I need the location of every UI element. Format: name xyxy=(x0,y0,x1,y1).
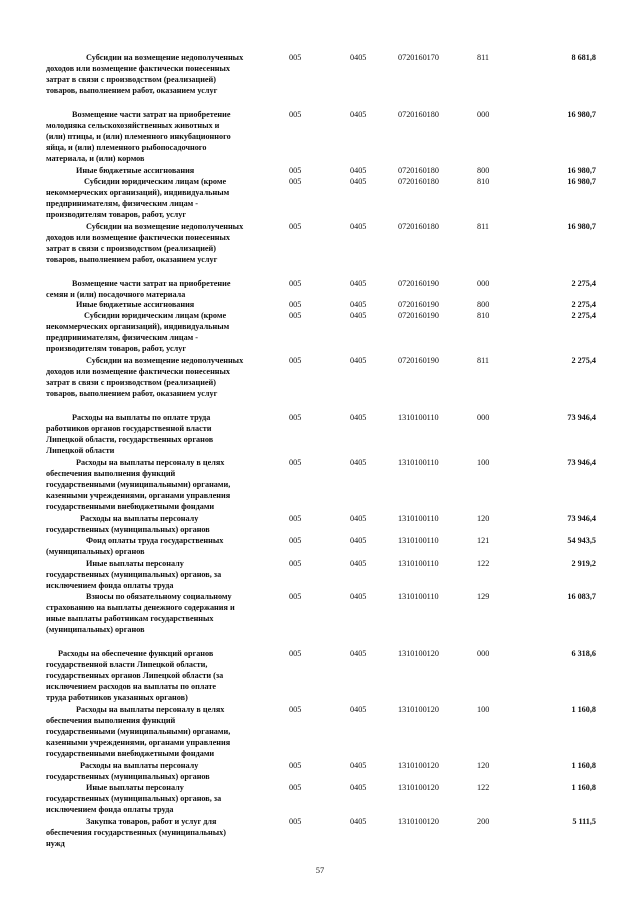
target-article-code: 1310100110 xyxy=(398,536,439,545)
target-article-code: 0720160190 xyxy=(398,356,439,365)
target-article-code: 1310100120 xyxy=(398,649,439,658)
section-code: 0405 xyxy=(350,311,367,320)
grbs-code: 005 xyxy=(289,458,302,467)
target-article-code: 0720160180 xyxy=(398,166,439,175)
amount: 2 275,4 xyxy=(571,300,596,309)
amount: 16 083,7 xyxy=(567,592,596,601)
grbs-code: 005 xyxy=(289,300,302,309)
target-article-code: 0720160190 xyxy=(398,300,439,309)
expense-type-code: 100 xyxy=(477,458,490,467)
section-code: 0405 xyxy=(350,458,367,467)
section-code: 0405 xyxy=(350,783,367,792)
target-article-code: 1310100110 xyxy=(398,458,439,467)
section-code: 0405 xyxy=(350,177,367,186)
amount: 6 318,6 xyxy=(571,649,596,658)
target-article-code: 1310100110 xyxy=(398,592,439,601)
grbs-code: 005 xyxy=(289,222,302,231)
expense-name: Фонд оплаты труда государственных (муниципальных) органов xyxy=(46,536,224,556)
amount: 2 919,2 xyxy=(571,559,596,568)
expense-name: Возмещение части затрат на приобретение семян и (или) посадочного материала xyxy=(46,279,231,299)
target-article-code: 1310100110 xyxy=(398,514,439,523)
section-code: 0405 xyxy=(350,300,367,309)
section-code: 0405 xyxy=(350,53,367,62)
expense-type-code: 120 xyxy=(477,514,490,523)
grbs-code: 005 xyxy=(289,356,302,365)
target-article-code: 0720160190 xyxy=(398,311,439,320)
amount: 1 160,8 xyxy=(571,761,596,770)
amount: 73 946,4 xyxy=(567,458,596,467)
target-article-code: 0720160170 xyxy=(398,53,439,62)
section-code: 0405 xyxy=(350,817,367,826)
target-article-code: 1310100110 xyxy=(398,559,439,568)
amount: 16 980,7 xyxy=(567,222,596,231)
section-code: 0405 xyxy=(350,536,367,545)
expense-type-code: 000 xyxy=(477,649,490,658)
expense-name: Иные бюджетные ассигнования xyxy=(76,166,195,175)
grbs-code: 005 xyxy=(289,413,302,422)
expense-name: Расходы на выплаты персоналу государственных (муниципальных) органов xyxy=(46,514,210,534)
amount: 54 943,5 xyxy=(567,536,596,545)
amount: 73 946,4 xyxy=(567,413,596,422)
grbs-code: 005 xyxy=(289,536,302,545)
section-code: 0405 xyxy=(350,413,367,422)
grbs-code: 005 xyxy=(289,53,302,62)
expense-type-code: 122 xyxy=(477,783,490,792)
amount: 1 160,8 xyxy=(571,783,596,792)
expense-name: Расходы на выплаты персоналу государственных (муниципальных) органов xyxy=(46,761,210,781)
section-code: 0405 xyxy=(350,110,367,119)
expense-type-code: 129 xyxy=(477,592,490,601)
expense-type-code: 810 xyxy=(477,177,490,186)
expense-type-code: 000 xyxy=(477,413,490,422)
expense-type-code: 800 xyxy=(477,166,490,175)
expense-type-code: 800 xyxy=(477,300,490,309)
expense-type-code: 120 xyxy=(477,761,490,770)
grbs-code: 005 xyxy=(289,177,302,186)
expense-type-code: 122 xyxy=(477,559,490,568)
section-code: 0405 xyxy=(350,592,367,601)
expense-name: Взносы по обязательному социальному страхованию на выплаты денежного содержания и иные выплаты работникам государственных (муниципальных) органов xyxy=(46,592,235,634)
amount: 5 111,5 xyxy=(572,817,596,826)
expense-type-code: 200 xyxy=(477,817,490,826)
target-article-code: 0720160190 xyxy=(398,279,439,288)
section-code: 0405 xyxy=(350,761,367,770)
amount: 2 275,4 xyxy=(571,311,596,320)
amount: 16 980,7 xyxy=(567,166,596,175)
grbs-code: 005 xyxy=(289,279,302,288)
grbs-code: 005 xyxy=(289,559,302,568)
expense-type-code: 810 xyxy=(477,311,490,320)
amount: 8 681,8 xyxy=(571,53,596,62)
section-code: 0405 xyxy=(350,705,367,714)
grbs-code: 005 xyxy=(289,761,302,770)
section-code: 0405 xyxy=(350,559,367,568)
expense-name: Иные бюджетные ассигнования xyxy=(76,300,195,309)
expense-name: Субсидии на возмещение недополученных доходов или возмещение фактически понесенных затрат в связи с производством (реализацией) товаров, выполнением работ, оказанием услуг xyxy=(46,222,244,264)
expense-name: Расходы на выплаты по оплате труда работников органов государственной власти Липецкой области, государственных органов Липецкой области xyxy=(46,413,214,455)
expense-name: Субсидии на возмещение недополученных доходов или возмещение фактически понесенных затрат в связи с производством (реализацией) товаров, выполнением работ, оказанием услуг xyxy=(46,53,244,95)
amount: 16 980,7 xyxy=(567,177,596,186)
section-code: 0405 xyxy=(350,166,367,175)
target-article-code: 0720160180 xyxy=(398,110,439,119)
target-article-code: 1310100120 xyxy=(398,705,439,714)
expense-type-code: 811 xyxy=(477,53,489,62)
expense-type-code: 100 xyxy=(477,705,490,714)
section-code: 0405 xyxy=(350,356,367,365)
expense-name: Расходы на обеспечение функций органов государственной власти Липецкой области, государственных органов Липецкой области (за исключением расходов на выплаты по оплате труда работников указанных органов) xyxy=(46,649,224,702)
expense-name: Субсидии юридическим лицам (кроме некоммерческих организаций), индивидуальным предпринимателям, физическим лицам - производителям товаров, работ, услуг xyxy=(46,177,230,219)
section-code: 0405 xyxy=(350,649,367,658)
grbs-code: 005 xyxy=(289,649,302,658)
expense-name: Субсидии юридическим лицам (кроме некоммерческих организаций), индивидуальным предпринимателям, физическим лицам - производителям товаров, работ, услуг xyxy=(46,311,230,353)
expense-type-code: 121 xyxy=(477,536,490,545)
grbs-code: 005 xyxy=(289,592,302,601)
grbs-code: 005 xyxy=(289,110,302,119)
target-article-code: 1310100110 xyxy=(398,413,439,422)
grbs-code: 005 xyxy=(289,783,302,792)
expense-type-code: 811 xyxy=(477,222,489,231)
target-article-code: 1310100120 xyxy=(398,817,439,826)
target-article-code: 1310100120 xyxy=(398,761,439,770)
amount: 2 275,4 xyxy=(571,279,596,288)
expense-type-code: 811 xyxy=(477,356,489,365)
section-code: 0405 xyxy=(350,222,367,231)
amount: 73 946,4 xyxy=(567,514,596,523)
grbs-code: 005 xyxy=(289,166,302,175)
target-article-code: 0720160180 xyxy=(398,177,439,186)
expense-name: Расходы на выплаты персоналу в целях обеспечения выполнения функций государственными (муниципальными) органами, казенными учреждениями, органами управления государственными внебюджетными фондами xyxy=(46,705,231,758)
expense-name: Возмещение части затрат на приобретение молодняка сельскохозяйственных животных и (или) птицы, и (или) племенного инкубационного яйца, и (или) племенного рыбопосадочного материала, и (или) кормов xyxy=(46,110,231,163)
target-article-code: 0720160180 xyxy=(398,222,439,231)
section-code: 0405 xyxy=(350,514,367,523)
expense-name: Субсидии на возмещение недополученных доходов или возмещение фактически понесенных затрат в связи с производством (реализацией) товаров, выполнением работ, оказанием услуг xyxy=(46,356,244,398)
expense-type-code: 000 xyxy=(477,279,490,288)
expense-name: Иные выплаты персоналу государственных (муниципальных) органов, за исключением фонда оплаты труда xyxy=(46,783,222,814)
amount: 2 275,4 xyxy=(571,356,596,365)
target-article-code: 1310100120 xyxy=(398,783,439,792)
section-code: 0405 xyxy=(350,279,367,288)
expense-type-code: 000 xyxy=(477,110,490,119)
grbs-code: 005 xyxy=(289,514,302,523)
expense-name: Иные выплаты персоналу государственных (муниципальных) органов, за исключением фонда оплаты труда xyxy=(46,559,222,590)
expense-name: Расходы на выплаты персоналу в целях обеспечения выполнения функций государственными (муниципальными) органами, казенными учреждениями, органами управления государственными внебюджетными фондами xyxy=(46,458,231,511)
grbs-code: 005 xyxy=(289,705,302,714)
expense-name: Закупка товаров, работ и услуг для обеспечения государственных (муниципальных) нужд xyxy=(46,817,226,848)
amount: 1 160,8 xyxy=(571,705,596,714)
grbs-code: 005 xyxy=(289,817,302,826)
amount: 16 980,7 xyxy=(567,110,596,119)
grbs-code: 005 xyxy=(289,311,302,320)
page-number: 57 xyxy=(315,865,325,875)
